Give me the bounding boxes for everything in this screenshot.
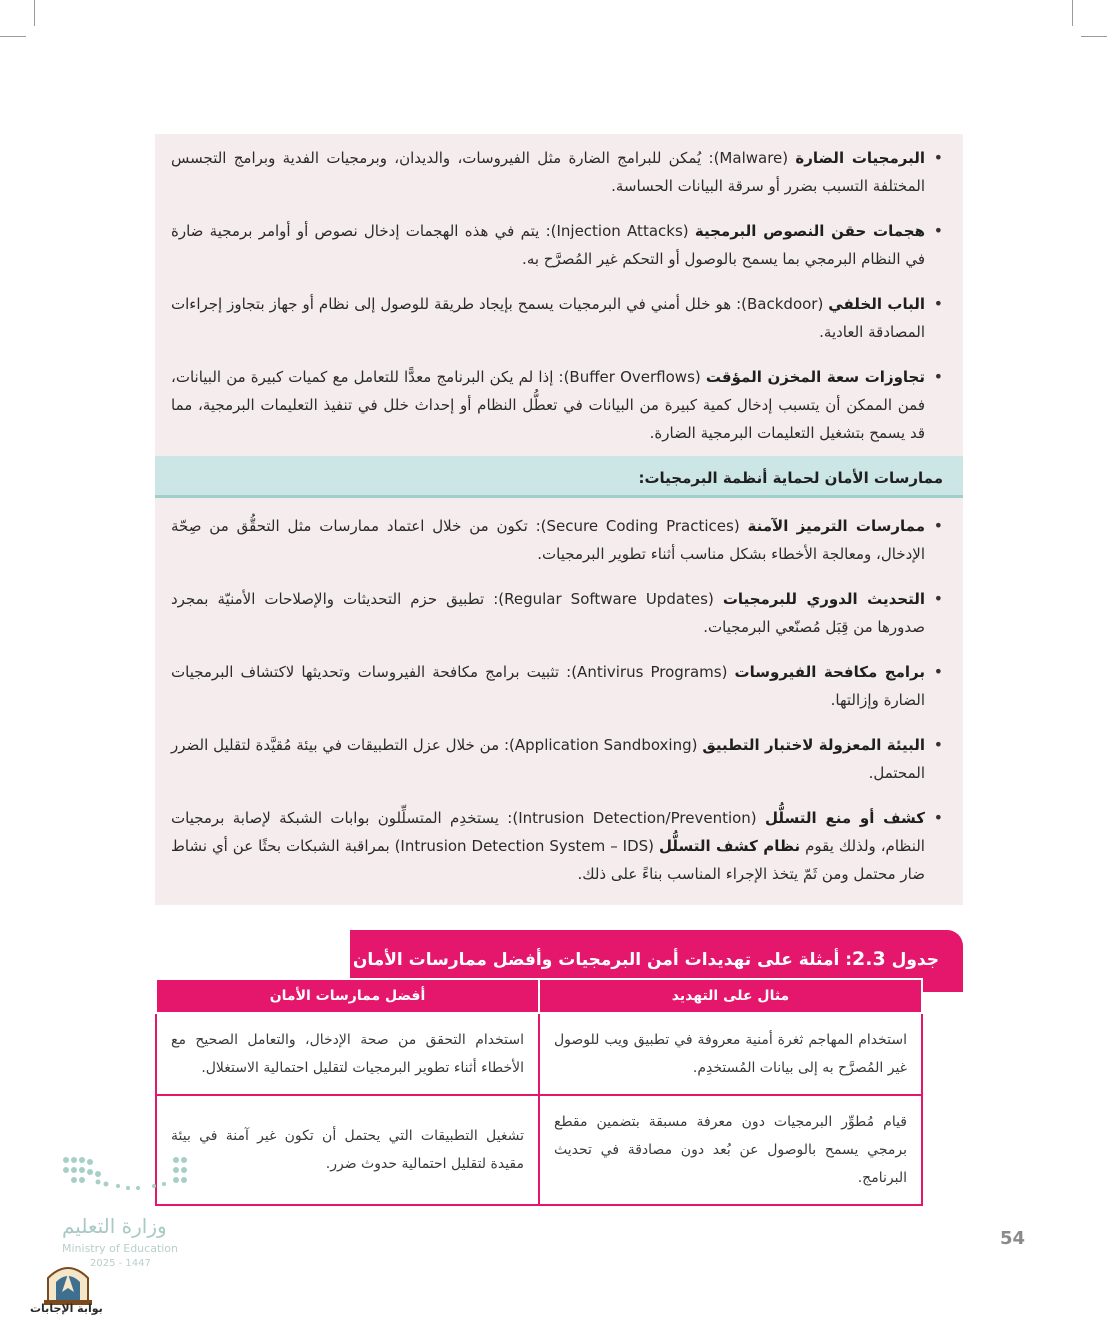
list-item: • هجمات حقن النصوص البرمجية (Injection Attacks): يتم في هذه الهجمات إدخال نصوص أو أوامر برمجية ضارة في النظام البرمجي بما يسمح بالوصول أو التحكم غير المُصرَّح به. <box>155 217 963 273</box>
list-item: • برامج مكافحة الفيروسات (Antivirus Programs): تثبيت برامج مكافحة الفيروسات وتحديثها لاكتشاف البرمجيات الضارة وإزالتها. <box>155 658 963 714</box>
list-item: • الباب الخلفي (Backdoor): هو خلل أمني في البرمجيات يسمح بإيجاد طريقة للوصول إلى نظام أو جهاز بتجاوز إجراءات المصادقة العادية. <box>155 290 963 346</box>
list-item: • التحديث الدوري للبرمجيات (Regular Software Updates): تطبيق حزم التحديثات والإصلاحات الأمنيّة بمجرد صدورها من قِبَل مُصنّعي البرمجيات. <box>155 585 963 641</box>
ministry-dots-icon <box>58 1150 198 1200</box>
crop-mark <box>1072 0 1073 26</box>
content-panel <box>155 134 963 905</box>
crop-mark <box>34 0 35 26</box>
list-item: • كشف أو منع التسلُّل (Intrusion Detection/Prevention): يستخدِم المتسلِّلون بوابات الشبكة لإصابة برمجيات النظام، ولذلك يقوم نظام كشف التسلُّل (Intrusion Detection System – IDS) بمراقبة الشبكات بحثًا عن أي نشاط ضار محتمل ومن ثَمّ يتخذ الإجراء المناسب بناءً على ذلك. <box>155 804 963 888</box>
list-item: • البيئة المعزولة لاختبار التطبيق (Application Sandboxing): من خلال عزل التطبيقات في بيئة مُقيَّدة لتقليل الضرر المحتمل. <box>155 731 963 787</box>
table-cell: قيام مُطوِّر البرمجيات دون معرفة مسبقة بتضمين مقطع برمجي يسمح بالوصول عن بُعد دون مصادقة في تحديث البرنامج. <box>539 1095 922 1205</box>
ministry-year: 2025 - 1447 <box>90 1258 151 1269</box>
table-header: أفضل ممارسات الأمان <box>156 979 539 1013</box>
table-cell: استخدام المهاجم ثغرة أمنية معروفة في تطبيق ويب للوصول غير المُصرَّح به إلى بيانات المُستخدِم. <box>539 1013 922 1095</box>
threats-list <box>155 144 963 447</box>
list-item: • تجاوزات سعة المخزن المؤقت (Buffer Overflows): إذا لم يكن البرنامج معدًّا للتعامل مع كميات كبيرة من البيانات، فمن الممكن أن يتسبب إدخال كمية كبيرة من البيانات في تعطُّل النظام أو إحداث خلل في تنفيذ التعليمات البرمجية، مما قد يسمح بتشغيل التعليمات البرمجية الضارة. <box>155 363 963 447</box>
table-cell: تشغيل التطبيقات التي يحتمل أن تكون غير آمنة في بيئة مقيدة لتقليل احتمالية حدوث ضرر. <box>156 1095 539 1205</box>
ministry-name-ar: وزارة التعليم <box>62 1214 167 1238</box>
site-logo-text: بوابة الإجابات <box>30 1302 103 1315</box>
crop-mark <box>0 36 26 37</box>
table-row <box>156 1095 922 1205</box>
table-cell: استخدام التحقق من صحة الإدخال، والتعامل الصحيح مع الأخطاء أثناء تطوير البرمجيات لتقليل احتمالية الاستغلال. <box>156 1013 539 1095</box>
section-heading: ممارسات الأمان لحماية أنظمة البرمجيات: <box>155 456 963 498</box>
practices-list <box>155 512 963 888</box>
threats-table <box>155 978 923 1206</box>
ministry-name-en: Ministry of Education <box>62 1242 179 1255</box>
crop-mark <box>1081 36 1107 37</box>
table-header: مثال على التهديد <box>539 979 922 1013</box>
table-caption: جدول 2.3: أمثلة على تهديدات أمن البرمجيات وأفضل ممارسات الأمان <box>350 930 963 992</box>
list-item: • ممارسات الترميز الآمنة (Secure Coding Practices): تكون من خلال اعتماد ممارسات مثل التحقُّق من صِحّة الإدخال، ومعالجة الأخطاء بشكل مناسب أثناء تطوير البرمجيات. <box>155 512 963 568</box>
table-row <box>156 1013 922 1095</box>
page-number: 54 <box>1000 1228 1026 1249</box>
list-item: • البرمجيات الضارة (Malware): يُمكن للبرامج الضارة مثل الفيروسات، والديدان، وبرمجيات الفدية وبرامج التجسس المختلفة التسبب بضرر أو سرقة البيانات الحساسة. <box>155 144 963 200</box>
